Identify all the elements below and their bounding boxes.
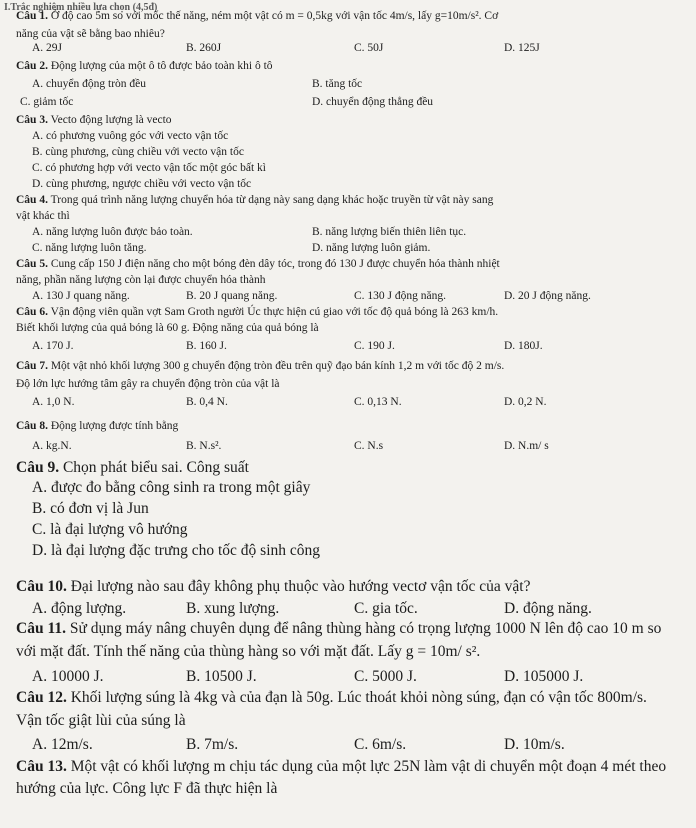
- question-text-cont: Độ lớn lực hướng tâm gây ra chuyển động tròn của vật là: [16, 378, 280, 390]
- option-d: D. 180J.: [504, 340, 543, 352]
- question-text: Đại lượng nào sau đây không phụ thuộc vào hướng vectơ vận tốc của vật?: [70, 578, 531, 595]
- option-b: B. 0,4 N.: [186, 396, 228, 408]
- question-label: Câu 9.: [16, 459, 60, 476]
- question-label: Câu 1.: [16, 10, 48, 22]
- option-c: C. 190 J.: [354, 340, 395, 352]
- question-label: Câu 6.: [16, 306, 48, 318]
- option-d: D. động năng.: [504, 600, 592, 617]
- option-a: A. động lượng.: [32, 600, 127, 617]
- option-d: D. N.m/ s: [504, 440, 549, 452]
- option-c: C. 0,13 N.: [354, 396, 402, 408]
- option-d: D. 10m/s.: [504, 736, 565, 753]
- option-d: D. cùng phương, ngược chiều với vecto vận tốc: [32, 178, 252, 190]
- option-b: B. tăng tốc: [312, 78, 363, 90]
- question-text: Khối lượng súng là 4kg và của đạn là 50g. Lúc thoát khỏi nòng súng, đạn có vận tốc 800m/s.: [70, 689, 647, 706]
- question-text: Động lượng được tính bằng: [50, 420, 179, 432]
- option-a: A. 130 J quang năng.: [32, 290, 130, 302]
- option-b: B. 160 J.: [186, 340, 227, 352]
- option-a: A. có phương vuông góc với vecto vận tốc: [32, 130, 229, 142]
- option-c: C. 50J: [354, 42, 384, 54]
- question-10: [16, 577, 684, 597]
- question-label: Câu 10.: [16, 578, 67, 595]
- question-label: Câu 11.: [16, 620, 66, 637]
- option-b: B. 10500 J.: [186, 668, 257, 685]
- option-a: A. 10000 J.: [32, 668, 104, 685]
- question-label: Câu 13.: [16, 758, 67, 775]
- option-c: C. là đại lượng vô hướng: [32, 521, 188, 538]
- option-a: A. 12m/s.: [32, 736, 93, 753]
- option-b: B. 260J: [186, 42, 222, 54]
- question-4: [16, 192, 684, 208]
- question-13: [16, 757, 684, 777]
- option-d: D. 125J: [504, 42, 540, 54]
- option-d: D. chuyển động thẳng đều: [312, 96, 434, 108]
- option-c: C. 5000 J.: [354, 668, 417, 685]
- question-text: Trong quá trình năng lượng chuyển hóa từ dạng này sang dạng khác hoặc truyền từ vật này sang: [50, 194, 494, 206]
- question-text: Một vật nhỏ khối lượng 300 g chuyển động tròn đều trên quỹ đạo bán kính 1,2 m với tốc độ 2 m/s.: [50, 360, 505, 372]
- option-d: D. 0,2 N.: [504, 396, 547, 408]
- option-c: C. năng lượng luôn tăng.: [32, 242, 147, 254]
- question-8: [16, 418, 684, 434]
- question-text: Sử dụng máy nâng chuyên dụng để nâng thùng hàng có trọng lượng 1000 N lên độ cao 10 m so: [69, 620, 662, 637]
- option-b: B. xung lượng.: [186, 600, 280, 617]
- question-label: Câu 8.: [16, 420, 48, 432]
- question-text-cont: năng, phần năng lượng còn lại được chuyển hóa thành: [16, 274, 266, 286]
- question-text-cont: Biết khối lượng của quả bóng là 60 g. Động năng của quả bóng là: [16, 322, 319, 334]
- question-label: Câu 2.: [16, 60, 48, 72]
- question-text: Động lượng của một ô tô được bảo toàn khi ô tô: [50, 60, 273, 72]
- section-header: I.Trắc nghiệm nhiều lựa chọn (4,5đ): [4, 2, 158, 13]
- option-d: D. là đại lượng đặc trưng cho tốc độ sinh công: [32, 542, 321, 559]
- option-a: A. kg.N.: [32, 440, 72, 452]
- option-d: D. 20 J động năng.: [504, 290, 591, 302]
- question-text-cont: Vận tốc giật lùi của súng là: [16, 712, 186, 729]
- question-text: Chọn phát biểu sai. Công suất: [62, 459, 249, 476]
- option-d: D. năng lượng luôn giảm.: [312, 242, 431, 254]
- question-text-cont: với mặt đất. Tính thế năng của thùng hàng so với mặt đất. Lấy g = 10m/ s².: [16, 643, 481, 660]
- question-9: [16, 458, 684, 478]
- option-a: A. 1,0 N.: [32, 396, 75, 408]
- question-text: Ở độ cao 5m so với mốc thế năng, ném một vật có m = 0,5kg với vận tốc 4m/s, lấy g=10m/s². Cơ: [50, 10, 499, 22]
- option-a: A. 170 J.: [32, 340, 74, 352]
- option-a: A. 29J: [32, 42, 63, 54]
- option-c: C. 130 J động năng.: [354, 290, 446, 302]
- question-11: [16, 619, 684, 639]
- option-c: C. có phương hợp với vecto vận tốc một góc bất kì: [32, 162, 266, 174]
- question-text-cont: năng của vật sẽ bằng bao nhiêu?: [16, 28, 165, 40]
- question-label: Câu 12.: [16, 689, 67, 706]
- question-2: [16, 58, 684, 74]
- question-label: Câu 4.: [16, 194, 48, 206]
- option-a: A. được đo bằng công sinh ra trong một giây: [32, 479, 311, 496]
- option-c: C. gia tốc.: [354, 600, 418, 617]
- question-3: [16, 112, 684, 128]
- option-c: C. N.s: [354, 440, 384, 452]
- question-label: Câu 5.: [16, 258, 48, 270]
- option-b: B. có đơn vị là Jun: [32, 500, 149, 517]
- question-label: Câu 7.: [16, 360, 48, 372]
- option-b: B. 7m/s.: [186, 736, 239, 753]
- question-6: [16, 304, 684, 320]
- option-b: B. 20 J quang năng.: [186, 290, 278, 302]
- option-c: C. giảm tốc: [20, 96, 74, 108]
- option-a: A. năng lượng luôn được bảo toàn.: [32, 226, 193, 238]
- question-text: Một vật có khối lượng m chịu tác dụng của một lực 25N làm vật di chuyển một đoạn 4 mét theo: [70, 758, 667, 775]
- question-text: Vận động viên quần vợt Sam Groth người Úc thực hiện cú giao với tốc độ quả bóng là 263 km/h.: [50, 306, 499, 318]
- question-label: Câu 3.: [16, 114, 48, 126]
- question-12: [16, 688, 684, 708]
- option-b: B. N.s².: [186, 440, 222, 452]
- question-1: [16, 8, 684, 24]
- option-b: B. năng lượng biến thiên liên tục.: [312, 226, 467, 238]
- option-c: C. 6m/s.: [354, 736, 407, 753]
- question-text: Cung cấp 150 J điện năng cho một bóng đèn dây tóc, trong đó 130 J được chuyển hóa thành nhiệt: [50, 258, 500, 270]
- option-b: B. cùng phương, cùng chiều với vecto vận tốc: [32, 146, 244, 158]
- option-d: D. 105000 J.: [504, 668, 584, 685]
- option-a: A. chuyển động tròn đều: [32, 78, 147, 90]
- question-5: [16, 256, 684, 272]
- question-text-cont: vật khác thì: [16, 210, 70, 222]
- question-text-cont: hướng của lực. Công lực F đã thực hiện là: [16, 780, 278, 797]
- question-text: Vecto động lượng là vecto: [50, 114, 172, 126]
- question-7: [16, 358, 684, 374]
